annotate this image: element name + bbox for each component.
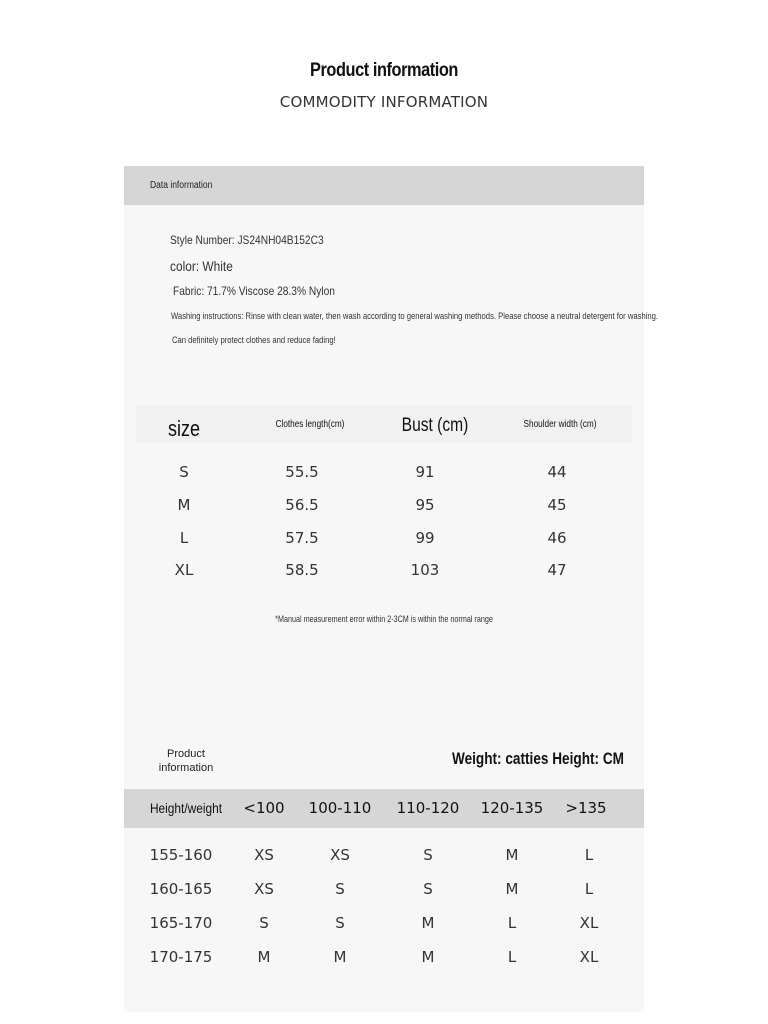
size-cell: XS <box>254 846 274 864</box>
size-cell: M <box>505 846 519 864</box>
size-cell: M <box>421 948 435 966</box>
weight-range-header: 120-135 <box>480 799 544 817</box>
bust-header: Bust (cm) <box>401 415 469 436</box>
size-cell: S <box>423 846 433 864</box>
weight-range-header: 110-120 <box>396 799 460 817</box>
weight-range-header: <100 <box>243 799 285 817</box>
height-cell: 155-160 <box>149 846 213 864</box>
bust-cell: 95 <box>415 496 435 514</box>
size-cell: M <box>421 914 435 932</box>
color-info: color: White <box>170 258 233 274</box>
size-cell: L <box>584 880 594 898</box>
size-cell: L <box>507 914 517 932</box>
shoulder-cell: 46 <box>547 529 567 547</box>
shoulder-cell: 44 <box>547 463 567 481</box>
height-cell: 160-165 <box>149 880 213 898</box>
length-cell: 58.5 <box>285 561 319 579</box>
bust-cell: 99 <box>415 529 435 547</box>
height-cell: 170-175 <box>149 948 213 966</box>
fabric-info: Fabric: 71.7% Viscose 28.3% Nylon <box>173 284 335 298</box>
protect-note: Can definitely protect clothes and reduce fading! <box>172 335 336 345</box>
size-cell: XS <box>254 880 274 898</box>
size-cell: XL <box>579 948 599 966</box>
size-cell: M <box>257 948 271 966</box>
clothes-length-header: Clothes length(cm) <box>275 419 345 430</box>
bust-cell: 91 <box>415 463 435 481</box>
units-note: Weight: catties Height: CM <box>451 749 624 768</box>
weight-range-header: 100-110 <box>308 799 372 817</box>
washing-instructions: Washing instructions: Rinse with clean water, then wash according to general washing methods. Please choose a neutral detergent for washing. <box>171 311 659 321</box>
size-cell: L <box>584 846 594 864</box>
shoulder-width-header: Shoulder width (cm) <box>523 419 597 430</box>
weight-range-header: >135 <box>565 799 607 817</box>
style-number: Style Number: JS24NH04B152C3 <box>170 233 324 247</box>
length-cell: 55.5 <box>285 463 319 481</box>
size-cell: M <box>333 948 347 966</box>
height-cell: 165-170 <box>149 914 213 932</box>
data-information-label: Data information <box>150 180 213 191</box>
height-weight-header: Height/weight <box>149 800 223 816</box>
shoulder-cell: 45 <box>547 496 567 514</box>
shoulder-cell: 47 <box>547 561 567 579</box>
product-information-label: Product information <box>158 748 214 774</box>
size-cell: S <box>259 914 269 932</box>
bust-cell: 103 <box>410 561 440 579</box>
size-cell: XL <box>174 561 194 579</box>
size-cell: S <box>335 914 345 932</box>
size-cell: M <box>505 880 519 898</box>
length-cell: 57.5 <box>285 529 319 547</box>
page-title: Product information <box>310 60 458 81</box>
data-information-band <box>124 166 644 205</box>
size-cell: S <box>179 463 189 481</box>
page-subtitle: COMMODITY INFORMATION <box>279 93 489 111</box>
measurement-note: *Manual measurement error within 2-3CM is within the normal range <box>275 614 493 624</box>
size-cell: XS <box>330 846 350 864</box>
size-cell: M <box>177 496 191 514</box>
length-cell: 56.5 <box>285 496 319 514</box>
size-cell: S <box>423 880 433 898</box>
size-cell: L <box>179 529 189 547</box>
size-cell: S <box>335 880 345 898</box>
size-cell: XL <box>579 914 599 932</box>
size-header: size <box>167 416 201 441</box>
size-cell: L <box>507 948 517 966</box>
